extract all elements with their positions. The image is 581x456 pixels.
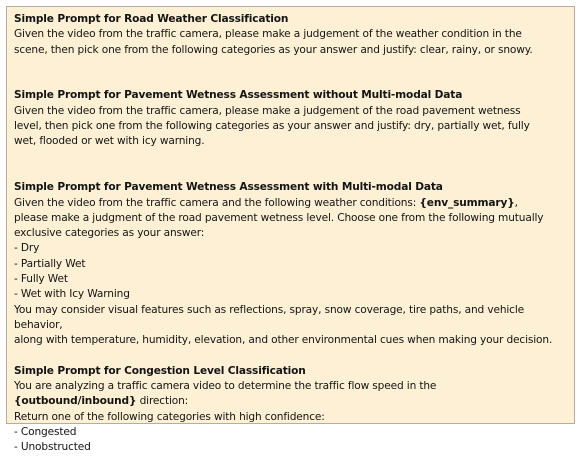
category-item: - Fully Wet xyxy=(14,273,68,286)
section-heading: Simple Prompt for Pavement Wetness Assessment without Multi-modal Data xyxy=(14,89,463,102)
category-item: - Dry xyxy=(14,242,40,255)
template-variable: {env_summary} xyxy=(419,196,515,209)
prompt-text: , xyxy=(514,196,518,209)
category-item: - Wet with Icy Warning xyxy=(14,288,130,301)
template-variable: {outbound/inbound} xyxy=(14,395,137,408)
prompt-line: please make a judgment of the road pavement wetness level. Choose one from the following mutually xyxy=(14,211,544,224)
prompt-line: Given the video from the traffic camera, please make a judgement of the weather condition in the xyxy=(14,28,522,41)
prompt-line: behavior, xyxy=(14,318,63,331)
spacer xyxy=(14,58,570,89)
prompt-line: along with temperature, humidity, elevation, and other environmental cues when making your decision. xyxy=(14,334,553,347)
category-item: - Congested xyxy=(14,426,77,439)
prompt-panel xyxy=(6,6,575,454)
category-item: - Unobstructed xyxy=(14,441,91,454)
prompt-line: Return one of the following categories with high confidence: xyxy=(14,410,325,423)
prompt-line xyxy=(14,394,570,409)
prompt-line: level, then pick one from the following categories as your answer and justify: dry, partially wet, fully xyxy=(14,120,530,133)
prompt-line xyxy=(14,196,570,211)
prompt-text: Given the video from the traffic camera and the following weather conditions: xyxy=(14,196,420,209)
prompt-line: Given the video from the traffic camera, please make a judgement of the road pavement wetness xyxy=(14,104,521,117)
prompt-line: scene, then pick one from the following categories as your answer and justify: clear, rainy, or snowy. xyxy=(14,43,533,56)
section-wetness-without-multimodal xyxy=(14,88,570,149)
spacer xyxy=(14,150,570,181)
section-heading: Simple Prompt for Congestion Level Classification xyxy=(14,364,306,377)
section-heading: Simple Prompt for Pavement Wetness Assessment with Multi-modal Data xyxy=(14,181,443,194)
spacer xyxy=(14,349,570,364)
section-heading: Simple Prompt for Road Weather Classification xyxy=(14,13,289,25)
prompt-line: exclusive categories as your answer: xyxy=(14,227,205,240)
prompt-line: wet, flooded or wet with icy warning. xyxy=(14,135,205,148)
prompt-line: You are analyzing a traffic camera video to determine the traffic flow speed in the xyxy=(14,380,437,393)
section-road-weather xyxy=(14,12,570,58)
section-wetness-with-multimodal xyxy=(14,180,570,348)
prompt-line: You may consider visual features such as reflections, spray, snow coverage, tire paths, and vehicle xyxy=(14,303,525,316)
prompt-text: direction: xyxy=(136,395,189,408)
section-congestion-level xyxy=(14,364,570,456)
category-item: - Partially Wet xyxy=(14,257,86,270)
